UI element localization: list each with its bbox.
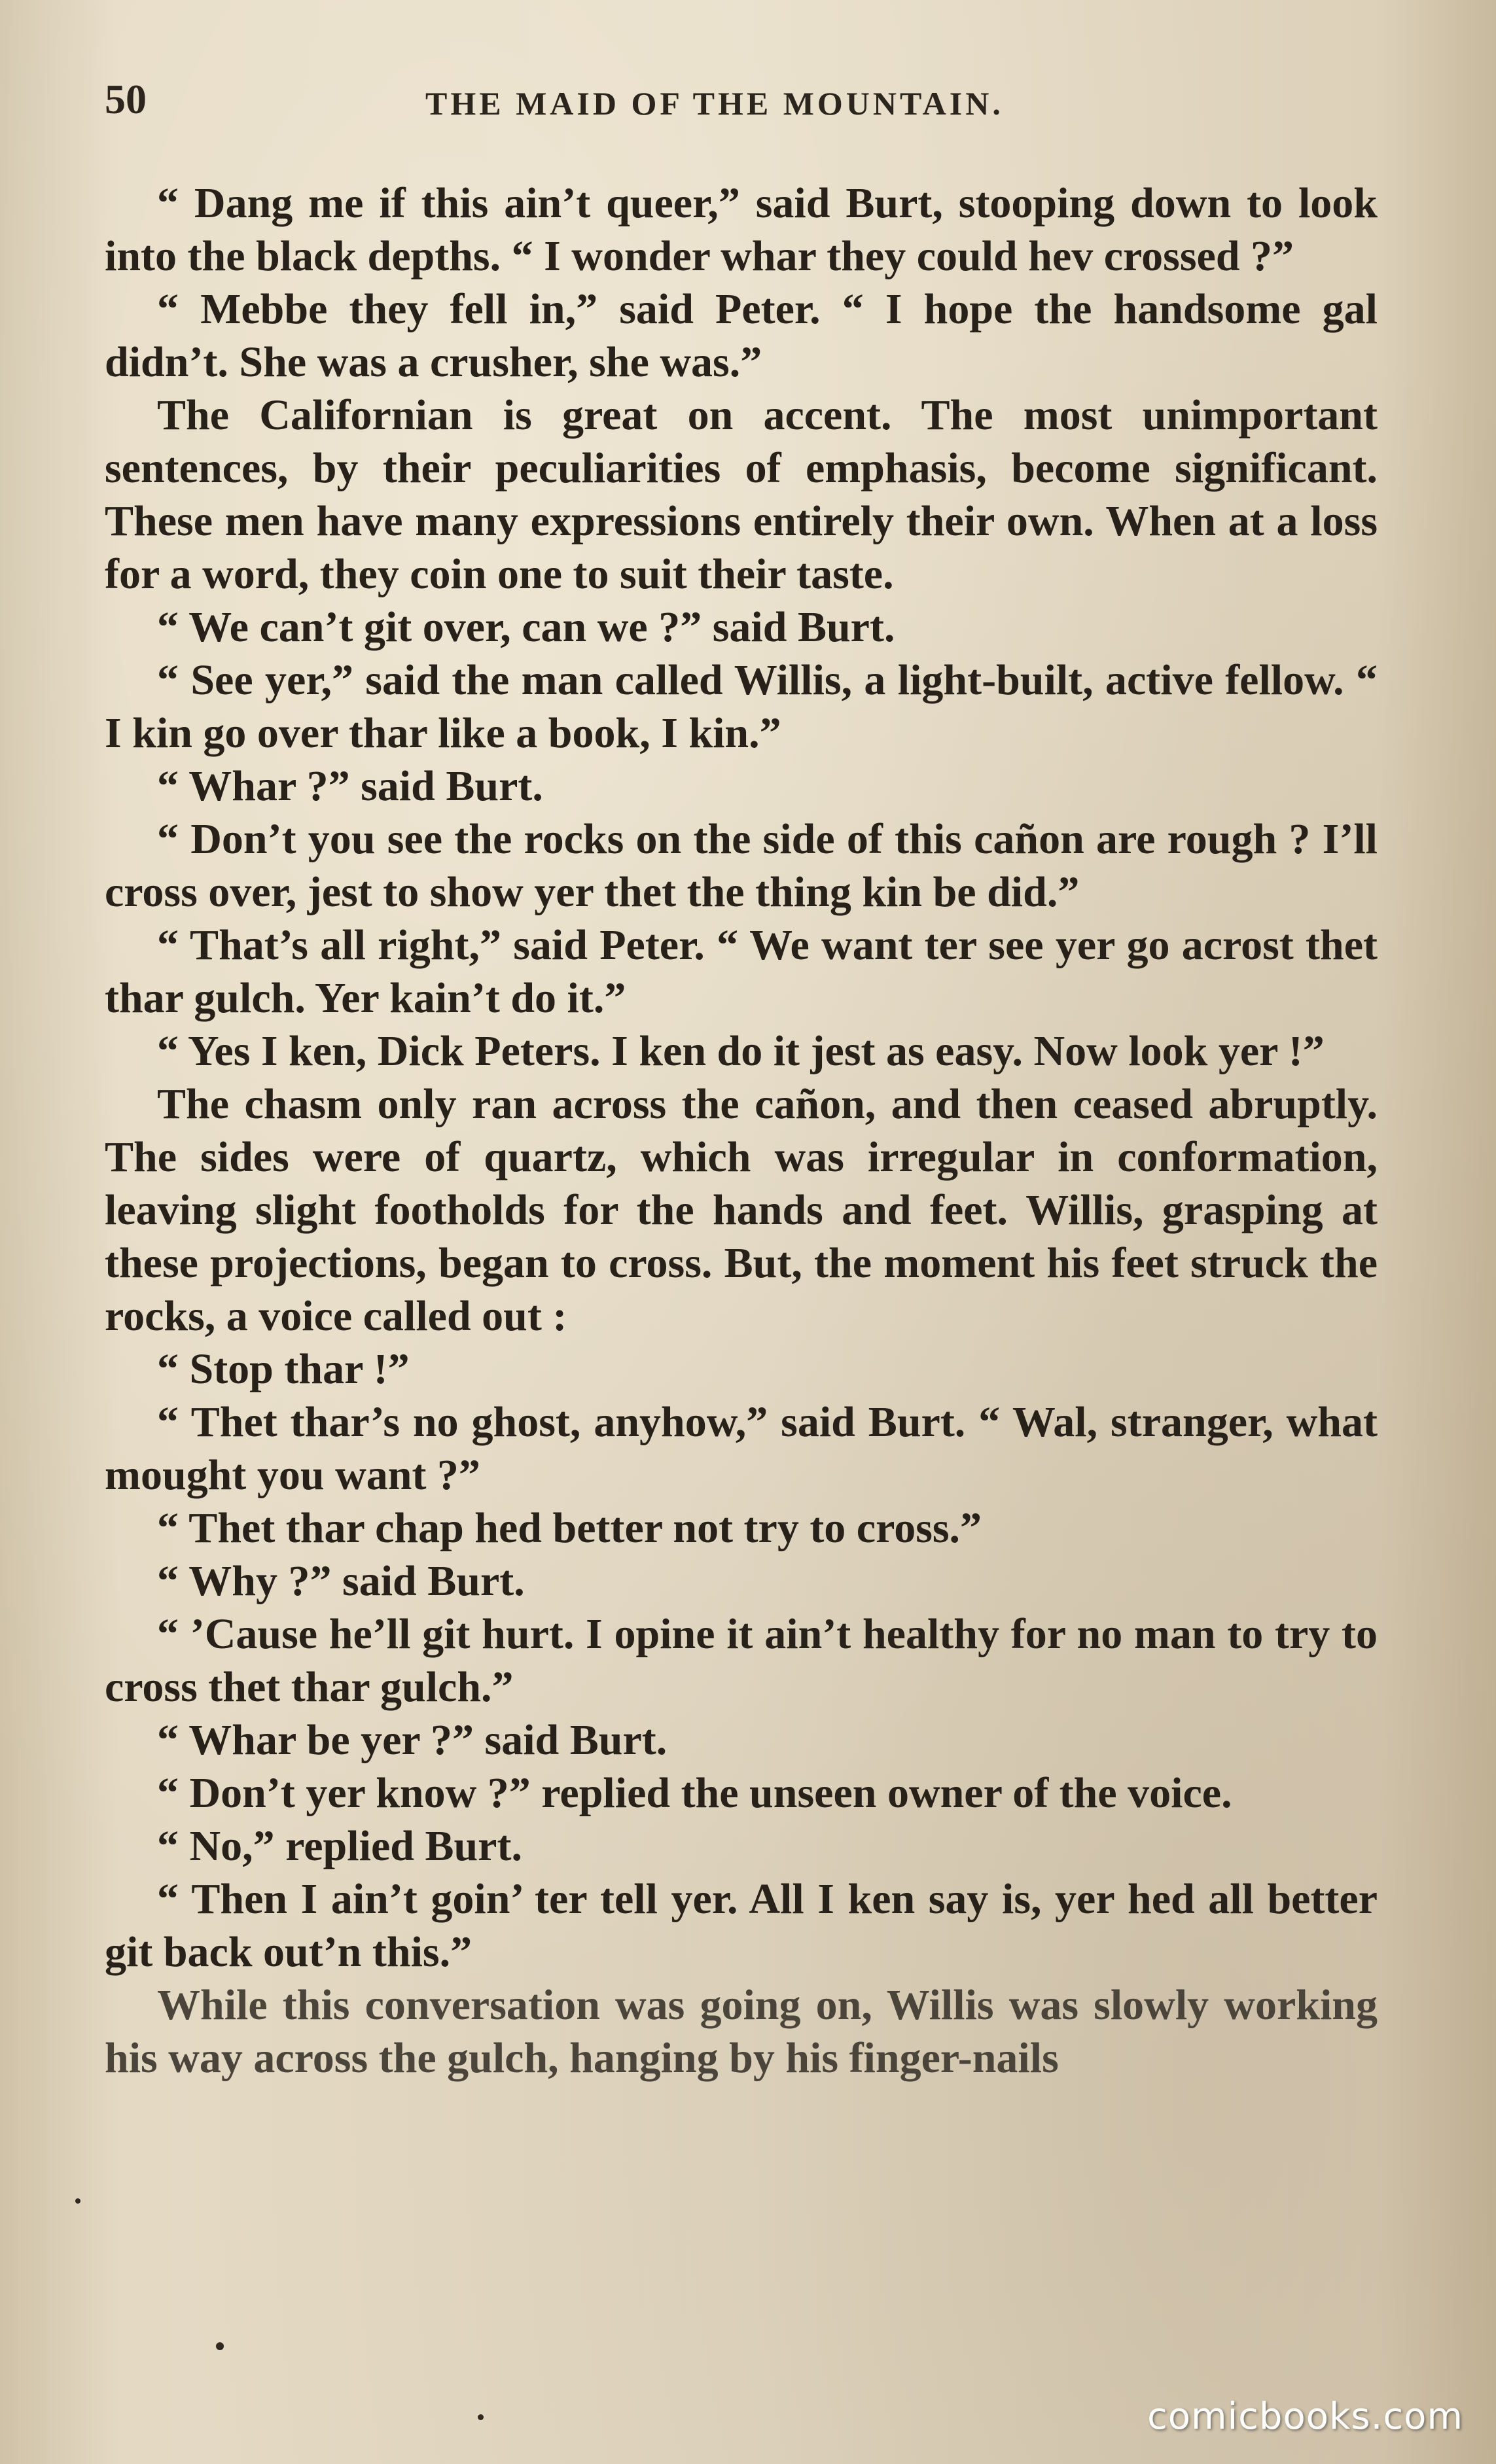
watermark: comicbooks.com [1147, 2395, 1463, 2438]
paragraph: “ Stop thar !” [157, 1345, 410, 1393]
body-text [105, 177, 1378, 2085]
paragraph: “ Mebbe they fell in,” said Peter. “ I hope the handsome gal didn’t. She was a crusher, she was.” [105, 285, 1378, 386]
paragraph: “ Don’t you see the rocks on the side of this cañon are rough ? I’ll cross over, jest to show yer thet the thing kin be did.” [105, 815, 1378, 916]
paragraph: The chasm only ran across the cañon, and then ceased abruptly. The sides were of quartz, which was irregular in conformation, leaving slight footholds for the hands and feet. Willis, grasping at these projections, began to cross. But, the moment his feet struck the rocks, a voice called out : [105, 1080, 1378, 1340]
paragraph: “ Don’t yer know ?” replied the unseen owner of the voice. [157, 1769, 1232, 1817]
paragraph: “ No,” replied Burt. [157, 1822, 522, 1870]
paragraph: The Californian is great on accent. The most unimportant sentences, by their peculiarities of emphasis, become significant. These men have many expressions entirely their own. When at a loss for a word, they coin one to suit their taste. [105, 391, 1378, 598]
ink-speck [478, 2414, 484, 2420]
paragraph: “ Why ?” said Burt. [157, 1557, 525, 1605]
paragraph: “ Thet thar’s no ghost, anyhow,” said Burt. “ Wal, stranger, what mought you want ?” [105, 1398, 1378, 1499]
ink-speck [216, 2342, 224, 2350]
paragraph: “ Whar be yer ?” said Burt. [157, 1716, 668, 1764]
paragraph: “ Yes I ken, Dick Peters. I ken do it jest as easy. Now look yer !” [157, 1027, 1325, 1075]
page-number: 50 [105, 76, 147, 122]
paragraph: “ Then I ain’t goin’ ter tell yer. All I ken say is, yer hed all better git back out’n this.” [105, 1875, 1378, 1976]
paragraph: “ Thet thar chap hed better not try to cross.” [157, 1504, 982, 1552]
paragraph: “ Dang me if this ain’t queer,” said Burt, stooping down to look into the black depths. “ I wonder whar they could hev crossed ?” [105, 179, 1378, 280]
paragraph: “ See yer,” said the man called Willis, a light-built, active fellow. “ I kin go over thar like a book, I kin.” [105, 656, 1378, 757]
paragraph: “ Whar ?” said Burt. [157, 762, 543, 810]
paragraph: While this conversation was going on, Willis was slowly working his way across the gulch, hanging by his finger-nails [105, 1981, 1378, 2082]
ink-speck [75, 2198, 80, 2204]
running-head: THE MAID OF THE MOUNTAIN. [425, 85, 1004, 122]
page-header [0, 75, 1496, 134]
paragraph: “ That’s all right,” said Peter. “ We want ter see yer go acrost thet thar gulch. Yer kain’t do it.” [105, 921, 1378, 1022]
paragraph: “ ’Cause he’ll git hurt. I opine it ain’t healthy for no man to try to cross thet thar gulch.” [105, 1610, 1378, 1711]
paragraph: “ We can’t git over, can we ?” said Burt. [157, 603, 895, 651]
